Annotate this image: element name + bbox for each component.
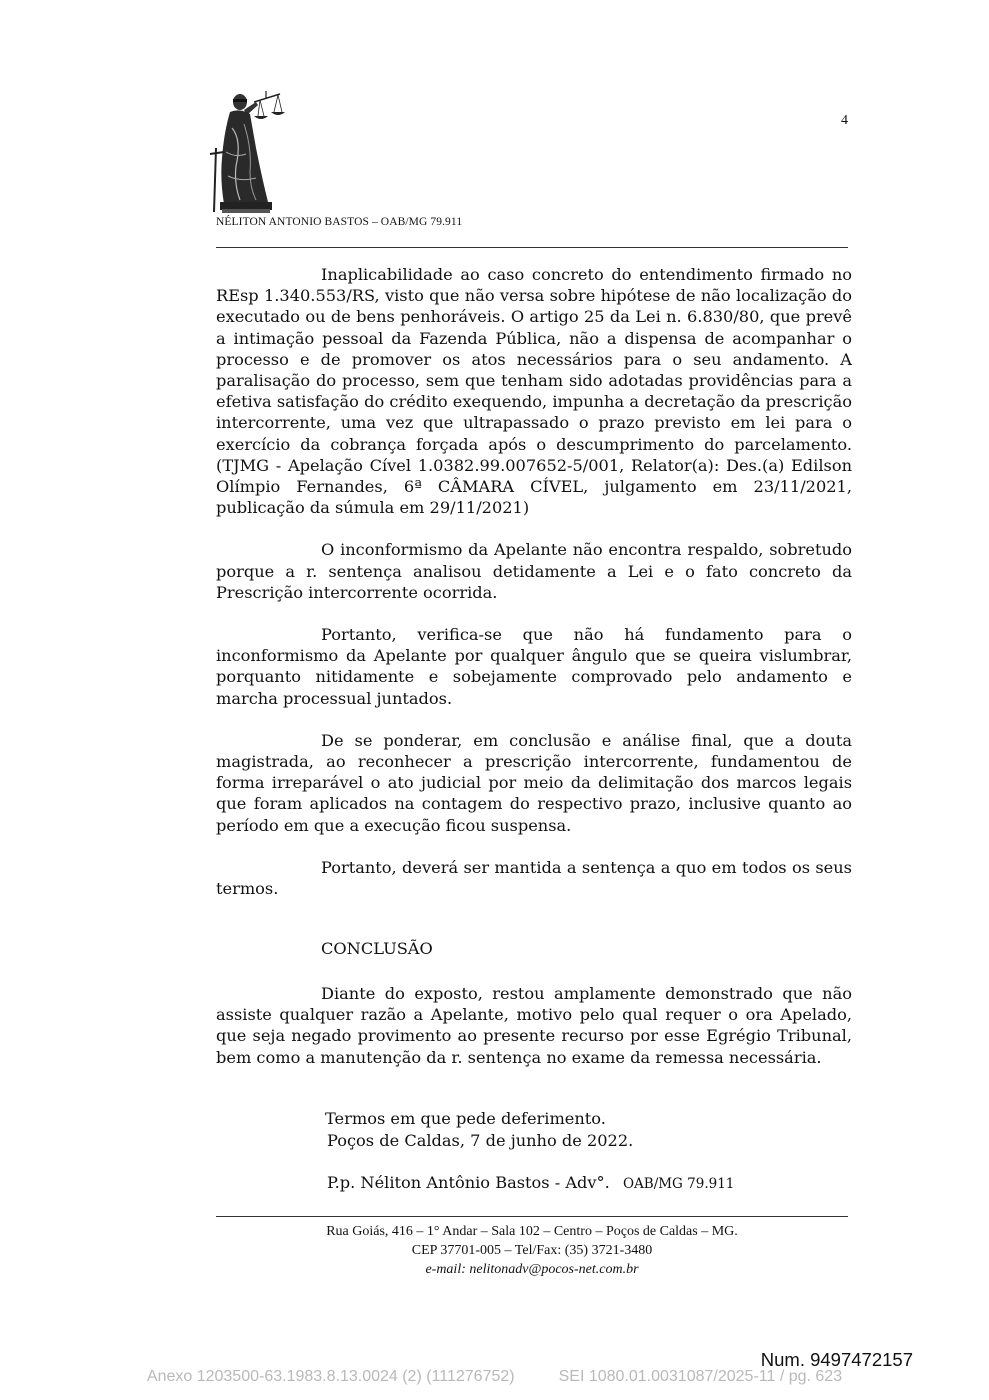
annex-reference: Anexo 1203500-63.1983.8.13.0024 (2) (111276752) bbox=[146, 1368, 515, 1385]
footer-email: e-mail: nelitonadv@pocos-net.com.br bbox=[425, 1262, 639, 1277]
paragraph-ponderar: De se ponderar, em conclusão e análise final, que a douta magistrada, ao reconhecer a prescrição intercorrente, fundamentou de forma irreparável o ato judicial por meio da delimitação dos marcos legais que foram aplicados na contagem do respectivo prazo, inclusive quanto ao período em que a execução ficou suspensa. bbox=[216, 730, 852, 835]
paragraph-citation: Inaplicabilidade ao caso concreto do entendimento firmado no REsp 1.340.553/RS, visto que não versa sobre hipótese de não localização do executado ou de bens penhoráveis. O artigo 25 da Lei n. 6.830/80, que prevê a intimação pessoal da Fazenda Pública, não a dispensa de acompanhar o processo e de promover os atos necessários para o seu andamento. A paralisação do processo, sem que tenham sido adotadas providências para a efetiva satisfação do crédito exequendo, impunha a decretação da prescrição intercorrente, uma vez que ultrapassado o prazo previsto em lei para o exercício da cobrança forçada após o descumprimento do parcelamento. (TJMG - Apelação Cível 1.0382.99.007652-5/001, Relator(a): Des.(a) Edilson Olímpio Fernandes, 6ª CÂMARA CÍVEL, julgamento em 23/11/2021, publicação da súmula em 29/11/2021) bbox=[216, 265, 852, 518]
paragraph-mantida: Portanto, deverá ser mantida a sentença a quo em todos os seus termos. bbox=[216, 857, 852, 899]
paragraph-fundamento: Portanto, verifica-se que não há fundamento para o inconformismo da Apelante por qualquer ângulo que se queira vislumbrar, porquanto nitidamente e sobejamente comprovado pelo andamento e marcha processual juntados. bbox=[216, 625, 852, 708]
footer-address: Rua Goiás, 416 – 1° Andar – Sala 102 – Centro – Poços de Caldas – MG. bbox=[326, 1224, 738, 1239]
closing-request: Termos em que pede deferimento. bbox=[325, 1109, 606, 1128]
signature-line bbox=[327, 1172, 734, 1195]
annex-stamp bbox=[0, 1368, 989, 1386]
document-number: Num. 9497472157 bbox=[760, 1349, 913, 1370]
body-text-conclusion bbox=[216, 983, 852, 1068]
lady-justice-icon bbox=[206, 88, 286, 214]
footer-cep-phone: CEP 37701-005 – Tel/Fax: (35) 3721-3480 bbox=[411, 1243, 653, 1258]
sei-reference: SEI 1080.01.0031087/2025-11 / pg. 623 bbox=[558, 1368, 843, 1385]
signature-name: P.p. Néliton Antônio Bastos - Adv°. bbox=[327, 1173, 610, 1192]
conclusion-heading: CONCLUSÃO bbox=[321, 939, 433, 958]
footer bbox=[216, 1222, 848, 1279]
paragraph-diante: Diante do exposto, restou amplamente demonstrado que não assiste qualquer razão a Apelante, motivo pelo qual requer o ora Apelado, que seja negado provimento ao presente recurso por esse Egrégio Tribunal, bem como a manutenção da r. sentença no exame da remessa necessária. bbox=[216, 984, 852, 1067]
page-number: 4 bbox=[841, 113, 848, 128]
footer-divider bbox=[216, 1216, 848, 1217]
closing-place-date: Poços de Caldas, 7 de junho de 2022. bbox=[327, 1131, 634, 1150]
paragraph-inconformismo: O inconformismo da Apelante não encontra respaldo, sobretudo porque a r. sentença analisou detidamente a Lei e o fato concreto da Prescrição intercorrente ocorrida. bbox=[216, 540, 852, 602]
header-divider bbox=[216, 247, 848, 248]
signature-oab: OAB/MG 79.911 bbox=[622, 1176, 735, 1192]
header-lawyer-name: NÉLITON ANTONIO BASTOS – OAB/MG 79.911 bbox=[216, 216, 463, 228]
body-text bbox=[216, 264, 852, 899]
